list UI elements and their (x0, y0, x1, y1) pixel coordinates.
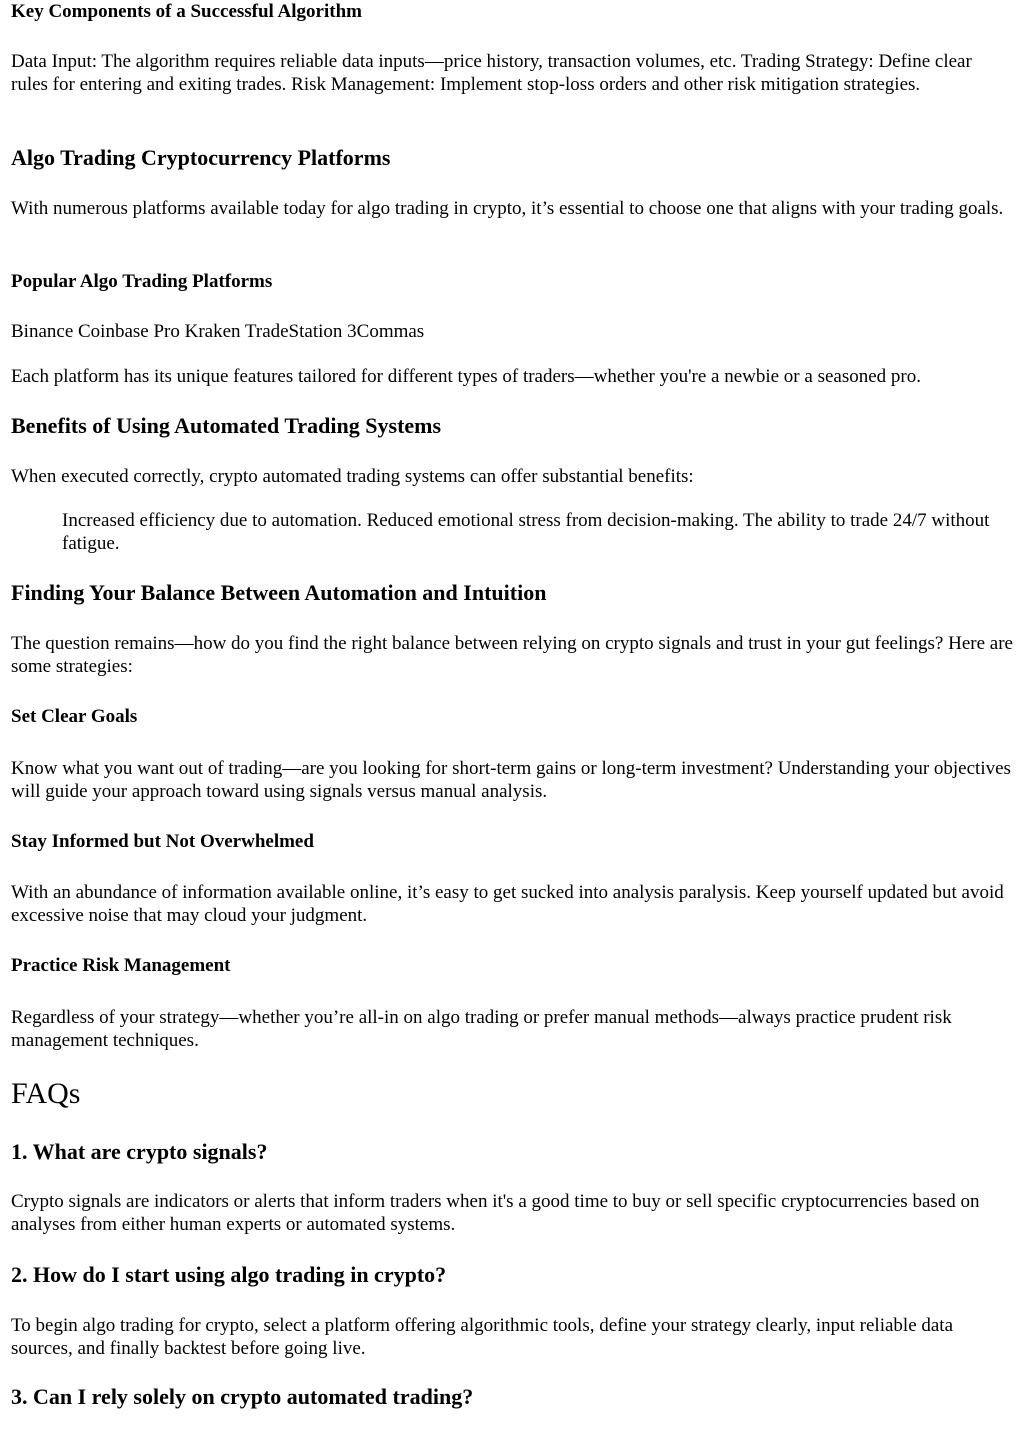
heading-popular-platforms: Popular Algo Trading Platforms (11, 271, 273, 292)
paragraph-platforms: With numerous platforms available today for algo trading in crypto, it’s essential to choose one that aligns with your trading goals. (11, 198, 1004, 219)
heading-faqs: FAQs (11, 1077, 81, 1110)
paragraph-key-components: Data Input: The algorithm requires reliable data inputs—price history, transaction volumes, etc. Trading Strategy: Define clear rules for entering and exiting trades. Risk Management: Implement stop-loss orders and other risk mitigation strategies. (11, 51, 972, 95)
paragraph-benefits-intro: When executed correctly, crypto automated trading systems can offer substantial benefits: (11, 466, 694, 487)
paragraph-risk-management: Regardless of your strategy—whether you’re all-in on algo trading or prefer manual methods—always practice prudent risk management techniques. (11, 1007, 952, 1051)
paragraph-stay-informed: With an abundance of information available online, it’s easy to get sucked into analysis paralysis. Keep yourself updated but avoid excessive noise that may cloud your judgment. (11, 882, 1004, 926)
faq-answer-1: Crypto signals are indicators or alerts that inform traders when it's a good time to buy or sell specific cryptocurrencies based on analyses from either human experts or automated systems. (11, 1191, 980, 1235)
faq-question-2: 2. How do I start using algo trading in crypto? (11, 1262, 447, 1287)
faq-question-3: 3. Can I rely solely on crypto automated trading? (11, 1384, 474, 1409)
heading-risk-management: Practice Risk Management (11, 955, 231, 976)
paragraph-balance: The question remains—how do you find the right balance between relying on crypto signals and trust in your gut feelings? Here are some strategies: (11, 633, 1013, 677)
faq-answer-2: To begin algo trading for crypto, select a platform offering algorithmic tools, define your strategy clearly, input reliable data sources, and finally backtest before going live. (11, 1315, 954, 1359)
benefits-blockquote: Increased efficiency due to automation. Reduced emotional stress from decision-making. The ability to trade 24/7 without fatigue. (62, 510, 990, 554)
paragraph-set-clear-goals: Know what you want out of trading—are you looking for short-term gains or long-term investment? Understanding your objectives will guide your approach toward using signals versus manual analysis. (11, 758, 1011, 802)
heading-stay-informed: Stay Informed but Not Overwhelmed (11, 831, 314, 852)
paragraph-popular-platforms: Each platform has its unique features tailored for different types of traders—whether you're a newbie or a seasoned pro. (11, 366, 921, 387)
heading-set-clear-goals: Set Clear Goals (11, 706, 138, 727)
heading-balance: Finding Your Balance Between Automation and Intuition (11, 580, 547, 605)
heading-key-components: Key Components of a Successful Algorithm (11, 1, 362, 22)
heading-benefits: Benefits of Using Automated Trading Systems (11, 413, 442, 438)
faq-question-1: 1. What are crypto signals? (11, 1139, 268, 1164)
heading-platforms: Algo Trading Cryptocurrency Platforms (11, 145, 391, 170)
platform-list: Binance Coinbase Pro Kraken TradeStation 3Commas (11, 321, 425, 342)
